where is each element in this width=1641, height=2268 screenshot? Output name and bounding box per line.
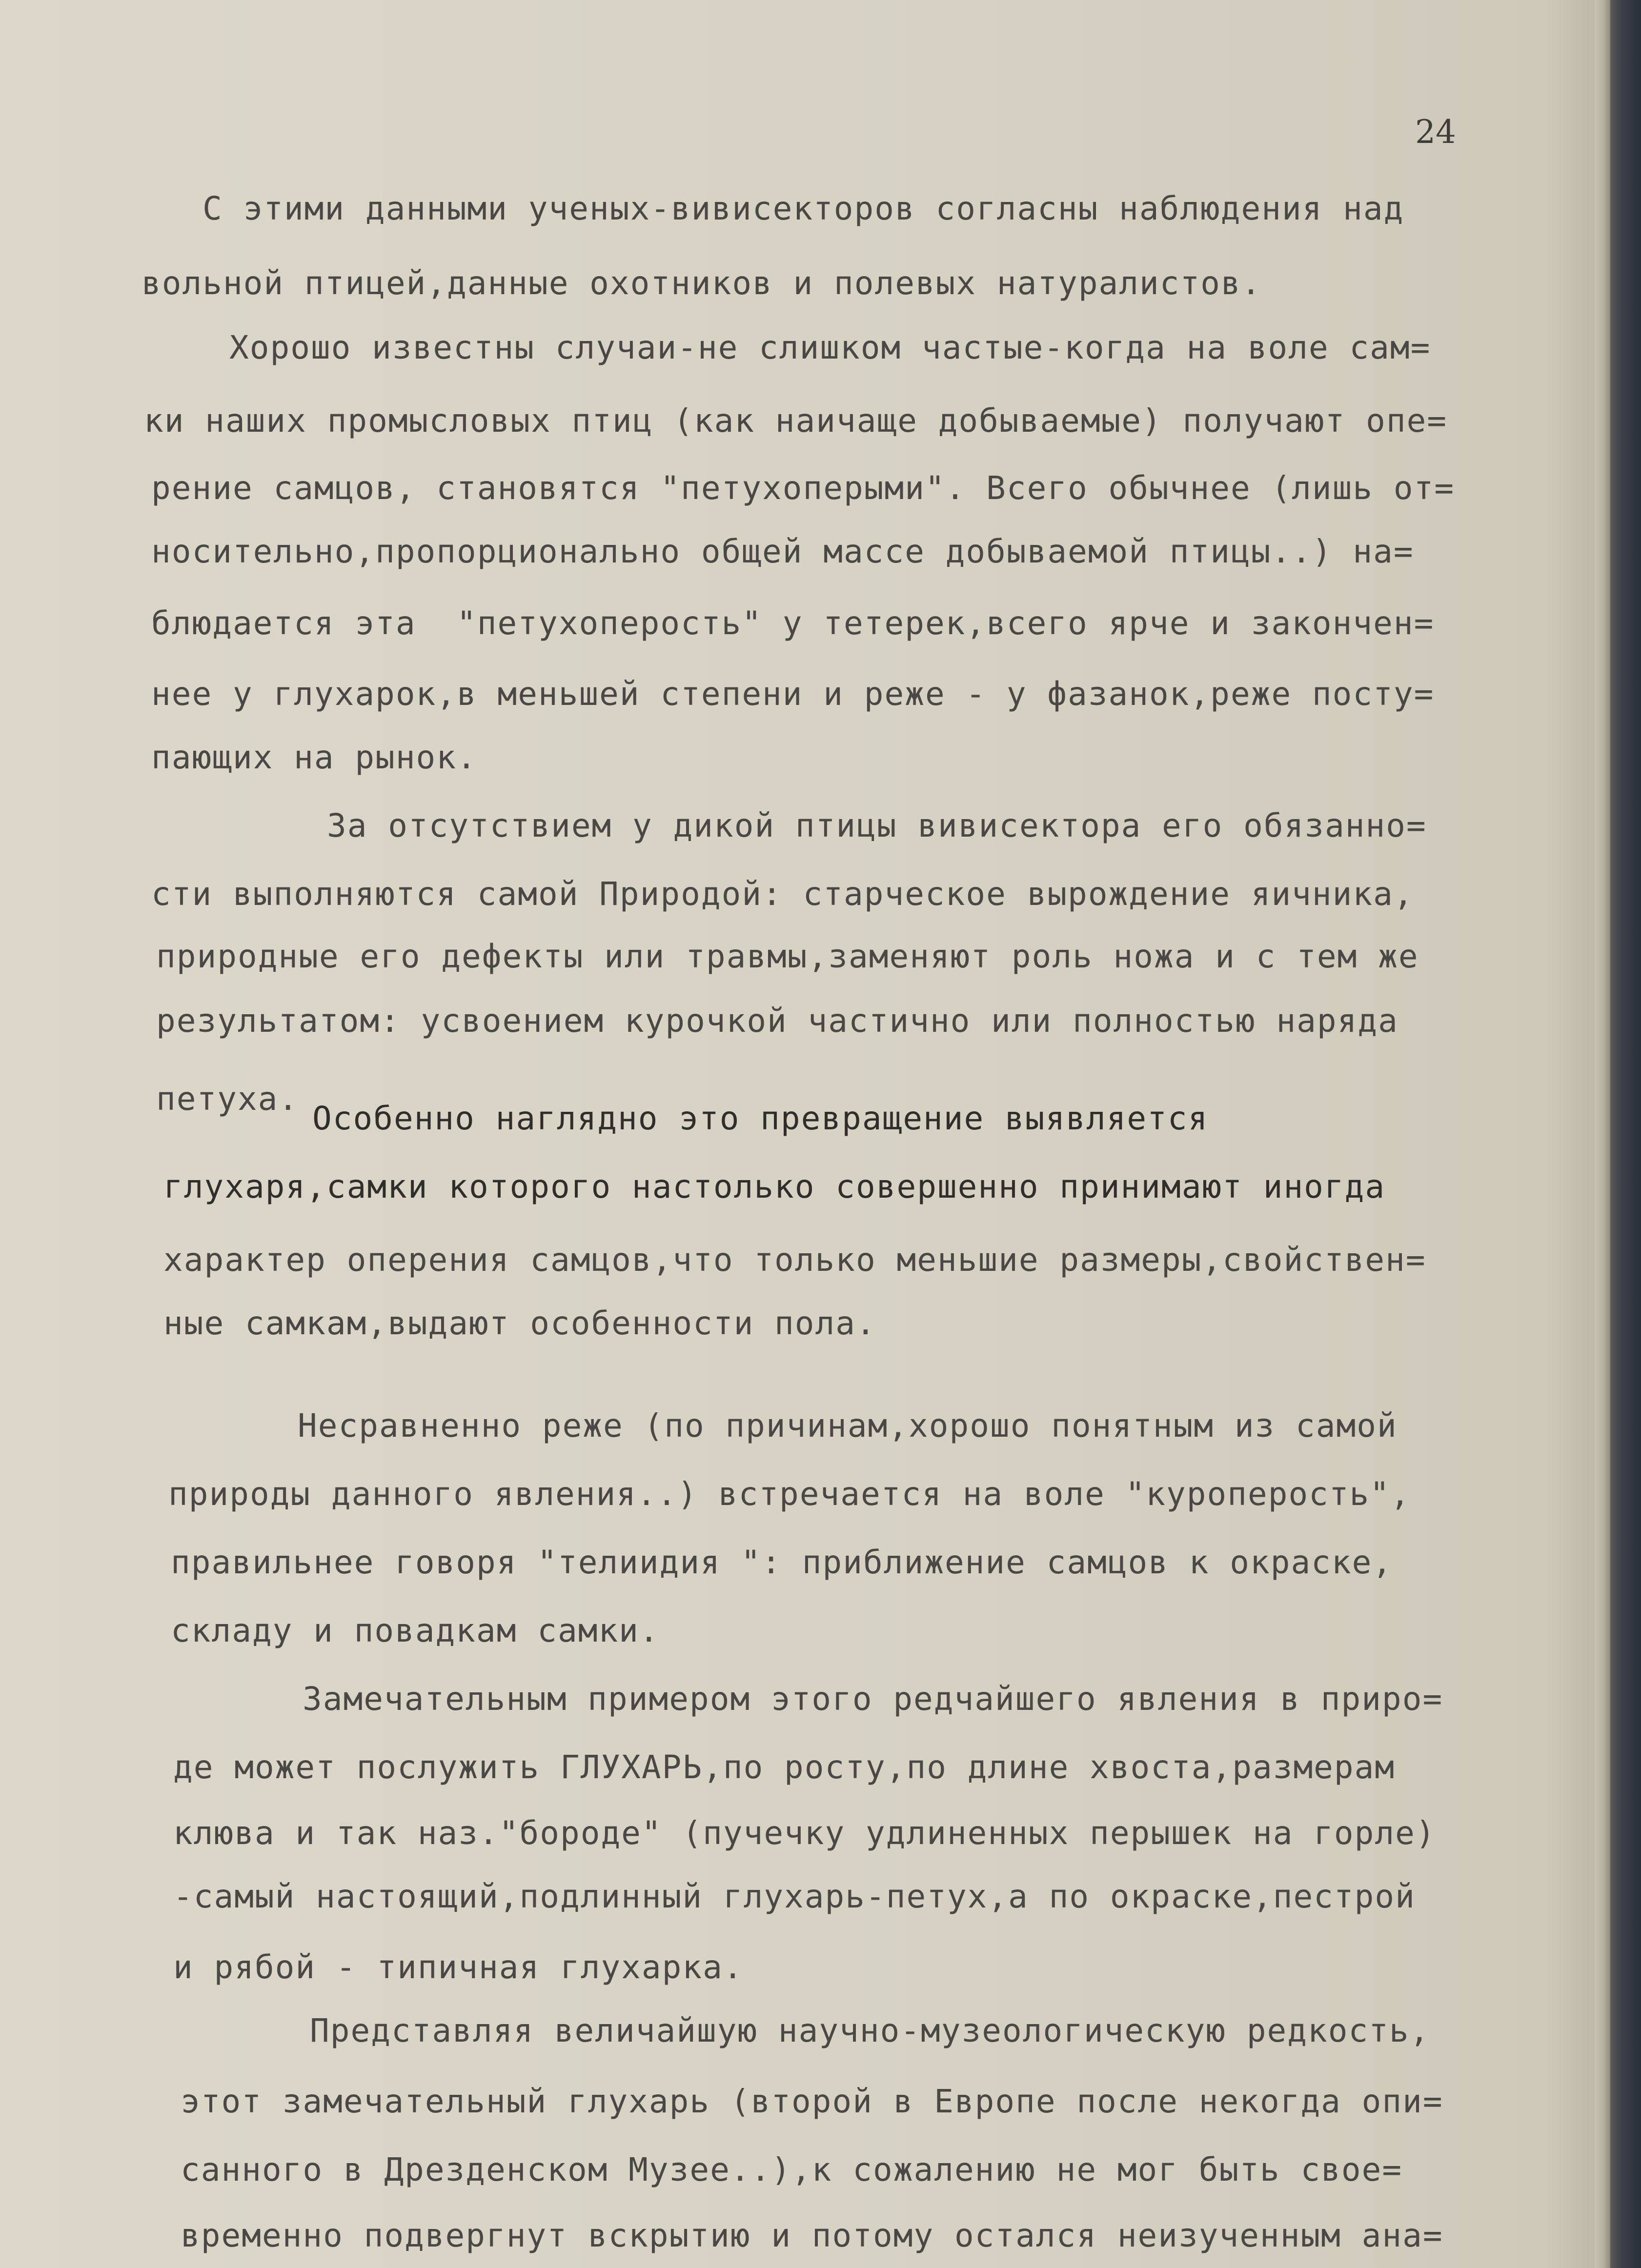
text-line: этот замечательный глухарь (второй в Европе после некогда опи= [181, 2083, 1443, 2120]
text-line: Несравненно реже (по причинам,хорошо понятным из самой [298, 1407, 1398, 1445]
text-line: Замечательным примером этого редчайшего явления в приро= [303, 1680, 1443, 1718]
sheet-edge [1595, 0, 1610, 2268]
text-line: За отсутствием у дикой птицы вивисектора его обязанно= [327, 807, 1427, 844]
text-line: природные его дефекты или травмы,заменяют роль ножа и с тем же [156, 938, 1419, 975]
text-line: клюва и так наз."бороде" (пучечку удлиненных перышек на горле) [173, 1814, 1436, 1852]
text-line: глухаря,самки которого настолько совершенно принимают иногда [163, 1168, 1386, 1205]
text-line: складу и повадкам самки. [171, 1612, 660, 1649]
text-line: С этими данными ученых-вивисекторов согласны наблюдения над [203, 190, 1404, 227]
text-line: результатом: усвоением курочкой частично или полностью наряда [156, 1002, 1398, 1040]
text-line: характер оперения самцов,что только меньшие размеры,свойствен= [163, 1241, 1426, 1279]
text-line: вольной птицей,данные охотников и полевых натуралистов. [142, 264, 1262, 302]
text-line: нее у глухарок,в меньшей степени и реже - у фазанок,реже посту= [151, 675, 1435, 713]
text-line: де может послужить ГЛУХАРЬ,по росту,по длине хвоста,размерам [173, 1748, 1396, 1786]
text-line: временно подвергнут вскрытию и потому остался неизученным ана= [181, 2217, 1443, 2254]
text-line: правильнее говоря "телиидия ": приближение самцов к окраске, [171, 1544, 1393, 1581]
page-number: 24 [1415, 113, 1456, 151]
text-line: петуха. [156, 1080, 299, 1118]
text-line: Хорошо известны случаи-не слишком частые-когда на воле сам= [229, 329, 1431, 366]
text-line: -самый настоящий,подлинный глухарь-петух,а по окраске,пестрой [173, 1878, 1416, 1915]
scan-background [1610, 0, 1641, 2268]
text-line: природы данного явления..) встречается на воле "куроперость", [168, 1475, 1411, 1513]
text-line: рение самцов, становятся "петухоперыми". Всего обычнее (лишь от= [151, 469, 1455, 507]
text-line: ки наших промысловых птиц (как наичаще добываемые) получают опе= [144, 402, 1448, 440]
text-line: сти выполняются самой Природой: старческое вырождение яичника, [151, 875, 1414, 913]
text-line: санного в Дрезденском Музее..),к сожалению не мог быть свое= [181, 2151, 1403, 2188]
text-line: и рябой - типичная глухарка. [173, 1948, 744, 1986]
text-line: блюдается эта "петухоперость" у тетерек,всего ярче и закончен= [151, 604, 1435, 642]
text-line: ные самкам,выдают особенности пола. [163, 1305, 876, 1342]
text-line: носительно,пропорционально общей массе добываемой птицы..) на= [151, 533, 1414, 570]
text-line: Особенно наглядно это превращение выявляется [312, 1100, 1209, 1137]
text-line: Представляя величайшую научно-музеологическую редкость, [310, 2012, 1430, 2049]
text-line: пающих на рынок. [151, 739, 477, 776]
